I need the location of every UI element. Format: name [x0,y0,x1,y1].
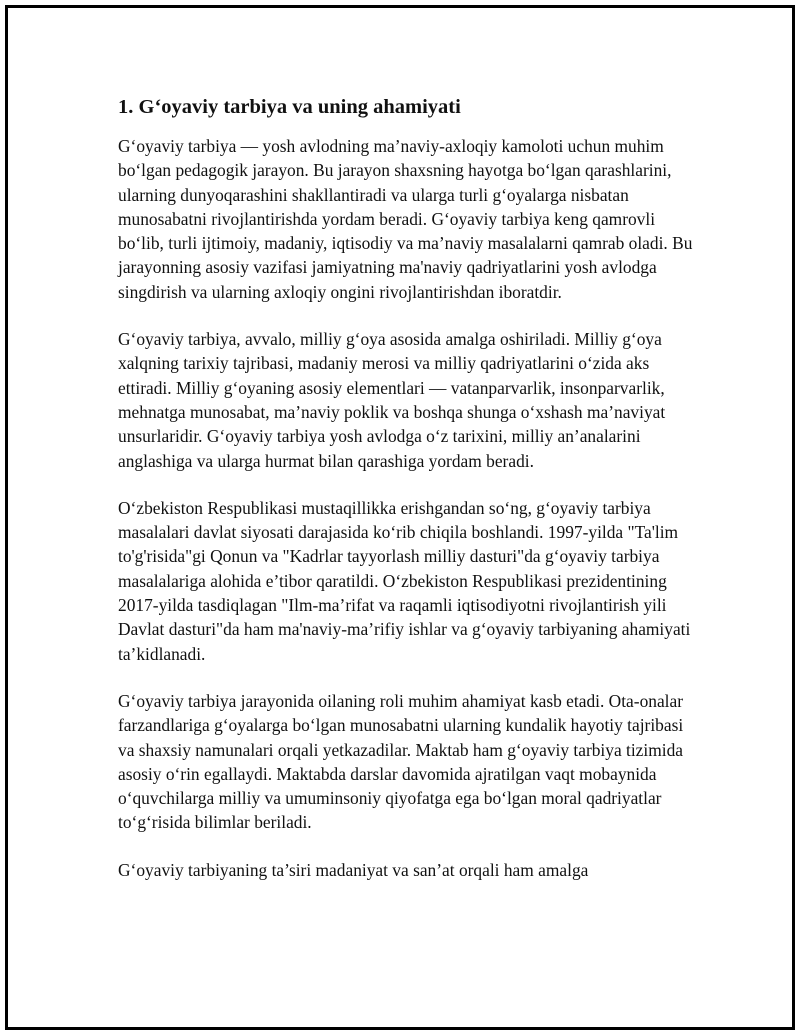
paragraph-4: G‘oyaviy tarbiya jarayonida oilaning roli muhim ahamiyat kasb etadi. Ota-onalar farzandlariga g‘oyalarga bo‘lgan munosabatni ularning kundalik hayotiy tajribasi va shaxsiy namunalari orqali yetkazadilar. Maktab ham g‘oyaviy tarbiya tizimida asosiy o‘rin egallaydi. Maktabda darslar davomida ajratilgan vaqt mobaynida o‘quvchilarga milliy va umuminsoniy qiyofatga ega bo‘lgan moral qadriyatlar to‘g‘risida bilimlar beriladi. [118,690,684,833]
paragraph-2: G‘oyaviy tarbiya, avvalo, milliy g‘oya asosida amalga oshiriladi. Milliy g‘oya xalqning tarixiy tajribasi, madaniy merosi va milliy qadriyatlarini o‘zida aks ettiradi. Milliy g‘oyaning asosiy elementlari — vatanparvarlik, insonparvarlik, mehnatga munosabat, ma’naviy poklik va boshqa shunga o‘xshash ma’naviyat unsurlaridir. G‘oyaviy tarbiya yosh avlodga o‘z tarixini, milliy an’analarini anglashiga va ularga hurmat bilan qarashiga yordam beradi. [118,329,666,471]
paragraph-3: O‘zbekiston Respublikasi mustaqillikka erishgandan so‘ng, g‘oyaviy tarbiya masalalari davlat siyosati darajasida ko‘rib chiqila boshlandi. 1997-yilda "Ta'lim to'g'risida"gi Qonun va "Kadrlar tayyorlash milliy dasturi"da g‘oyaviy tarbiya masalalariga alohida e’tibor qaratildi. O‘zbekiston Respublikasi prezidentining 2017-yilda tasdiqlagan "Ilm-ma’rifat va raqamli iqtisodiyotni rivojlantirish yili Davlat dasturi"da ham ma'naviy-ma’rifiy ishlar va g‘oyaviy tarbiyaning ahamiyati ta’kidlanadi. [118,497,691,664]
paragraph-5: G‘oyaviy tarbiyaning ta’siri madaniyat va san’at orqali ham amalga [118,859,589,880]
document-page [5,5,795,1030]
document-body [118,94,696,905]
section-heading: 1. G‘oyaviy tarbiya va uning ahamiyati [118,96,461,118]
paragraph-1: G‘oyaviy tarbiya — yosh avlodning ma’naviy-axloqiy kamoloti uchun muhim bo‘lgan pedagogik jarayon. Bu jarayon shaxsning hayotga bo‘lgan qarashlarini, ularning dunyoqarashini shakllantiradi va ularga turli g‘oyalarga nisbatan munosabatni rivojlantirishda yordam beradi. G‘oyaviy tarbiya keng qamrovli bo‘lib, turli ijtimoiy, madaniy, iqtisodiy va ma’naviy masalalarni qamrab oladi. Bu jarayonning asosiy vazifasi jamiyatning ma'naviy qadriyatlarini yosh avlodga singdirish va ularning axloqiy ongini rivojlantirishdan iboratdir. [118,136,693,302]
